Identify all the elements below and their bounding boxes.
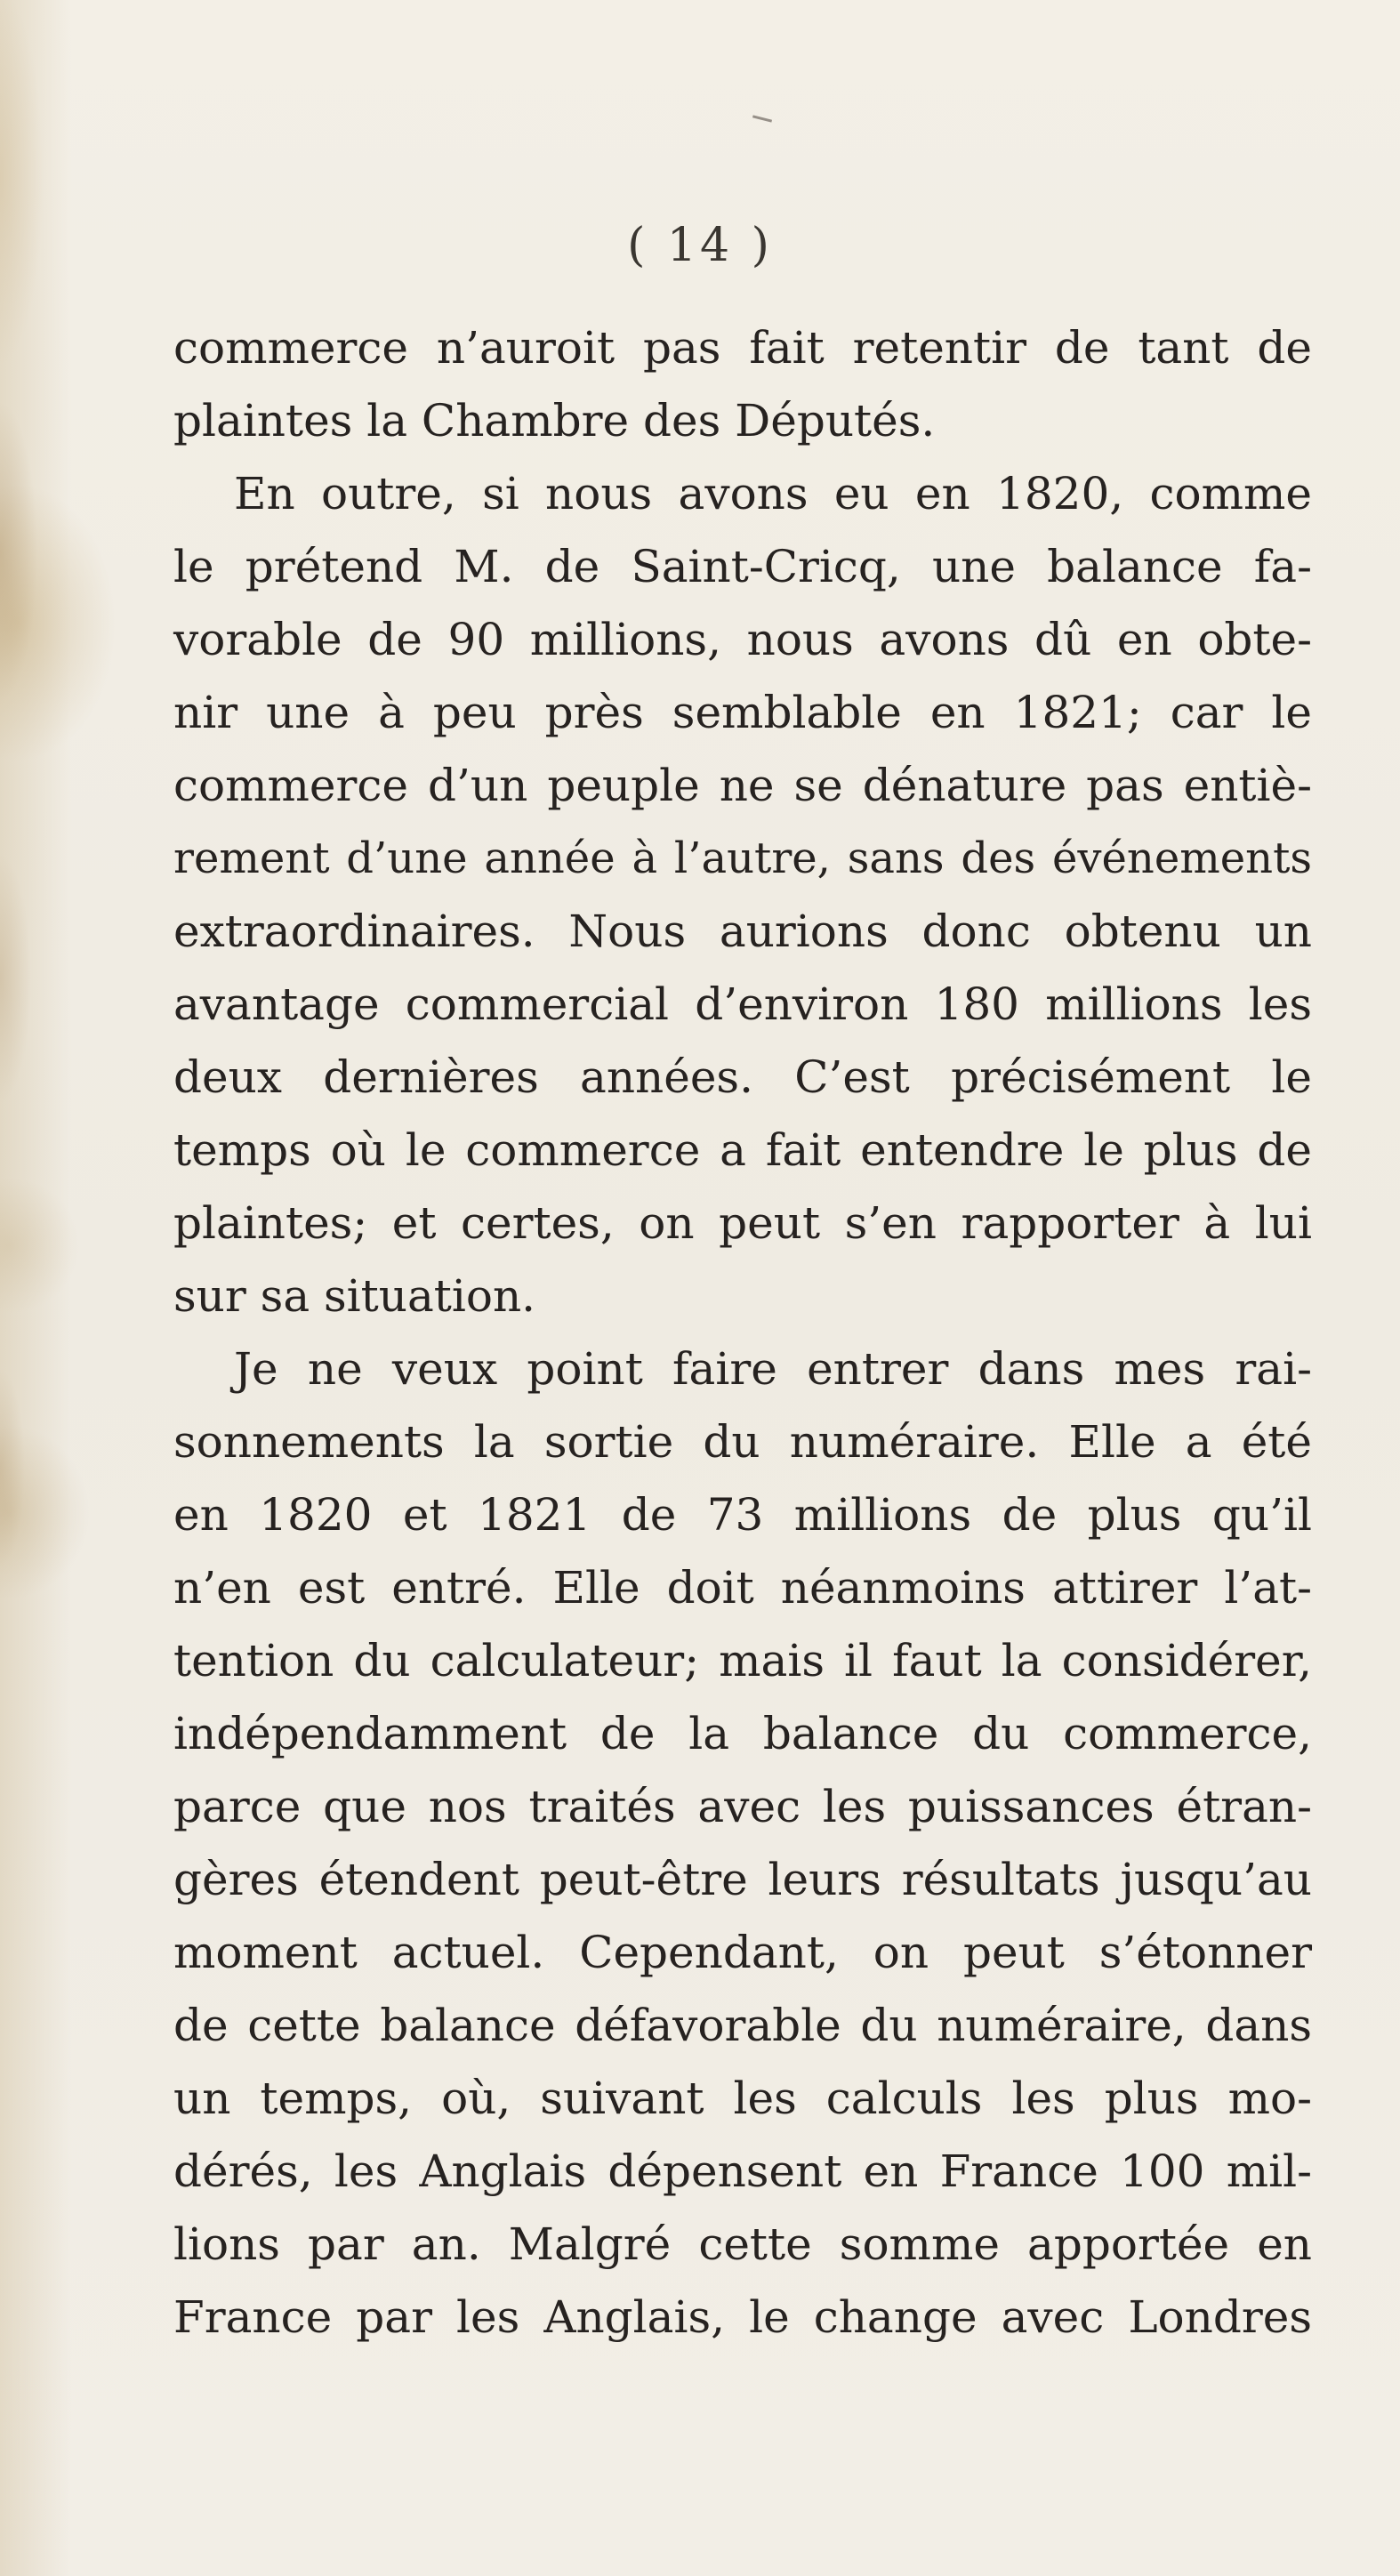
- text-line: plaintes; et certes, on peut s’en rapporter à lui: [173, 1197, 1312, 1249]
- text-line: sonnements la sortie du numéraire. Elle a été: [173, 1416, 1312, 1468]
- text-line: avantage commercial d’environ 180 millions les: [173, 978, 1312, 1030]
- text-line: de cette balance défavorable du numéraire, dans: [173, 2000, 1312, 2051]
- text-line: en 1820 et 1821 de 73 millions de plus qu’il: [173, 1489, 1312, 1541]
- text-line: commerce d’un peuple ne se dénature pas entiè-: [173, 760, 1312, 811]
- text-line: temps où le commerce a fait entendre le plus de: [173, 1124, 1312, 1176]
- text-line: commerce n’auroit pas fait retentir de tant de: [173, 322, 1312, 374]
- text-line: moment actuel. Cependant, on peut s’étonner: [173, 1927, 1312, 1978]
- text-line: France par les Anglais, le change avec Londres: [173, 2291, 1312, 2343]
- text-line: tention du calculateur; mais il faut la considérer,: [173, 1635, 1312, 1686]
- page-number: ( 14 ): [627, 219, 773, 272]
- text-line: le prétend M. de Saint-Cricq, une balance fa-: [173, 541, 1312, 592]
- body-text: [173, 311, 1312, 2354]
- text-line: rement d’une année à l’autre, sans des événements: [173, 833, 1312, 883]
- text-line: indépendamment de la balance du commerce,: [173, 1708, 1312, 1759]
- text-line: dérés, les Anglais dépensent en France 100 mil-: [173, 2145, 1312, 2197]
- text-line: parce que nos traités avec les puissances étran-: [173, 1781, 1312, 1832]
- text-line: lions par an. Malgré cette somme apportée en: [173, 2218, 1312, 2270]
- text-line: plaintes la Chambre des Députés.: [173, 395, 936, 447]
- text-line: vorable de 90 millions, nous avons dû en obte-: [173, 614, 1312, 665]
- text-line: n’en est entré. Elle doit néanmoins attirer l’at-: [173, 1562, 1312, 1614]
- text-line: En outre, si nous avons eu en 1820, comme: [234, 468, 1312, 519]
- text-line: un temps, où, suivant les calculs les plus mo-: [173, 2073, 1312, 2124]
- text-line: deux dernières années. C’est précisément le: [173, 1051, 1312, 1103]
- text-line: Je ne veux point faire entrer dans mes rai-: [234, 1343, 1312, 1395]
- text-line: sur sa situation.: [173, 1270, 536, 1322]
- ink-mark: [752, 115, 772, 122]
- text-line: nir une à peu près semblable en 1821; car le: [173, 687, 1312, 738]
- text-line: gères étendent peut-être leurs résultats jusqu’au: [173, 1854, 1312, 1905]
- page-stain: [0, 0, 107, 2576]
- text-line: extraordinaires. Nous aurions donc obtenu un: [173, 906, 1312, 957]
